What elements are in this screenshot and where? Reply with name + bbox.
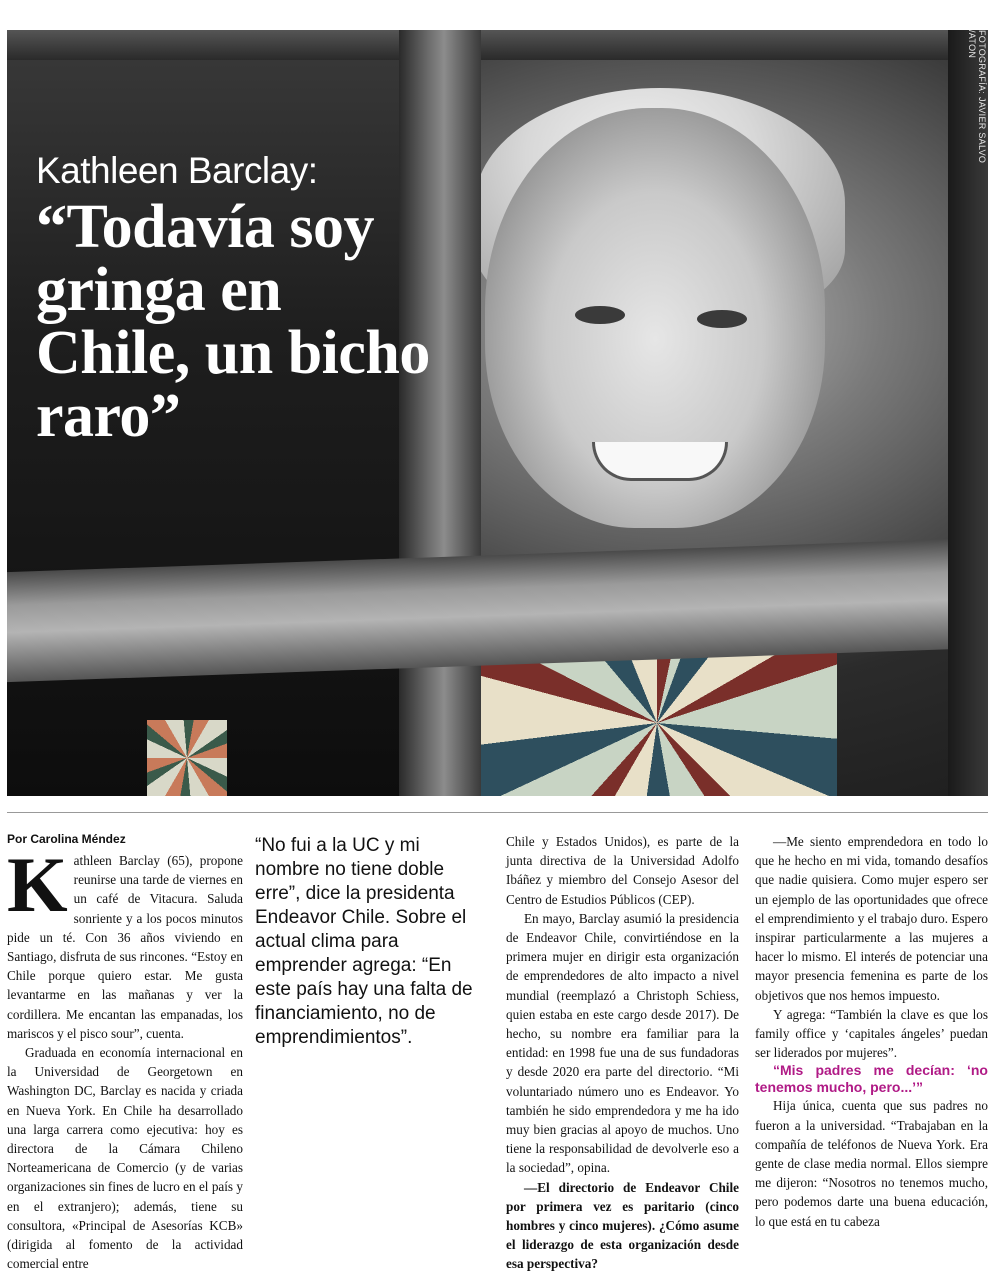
divider — [7, 812, 988, 813]
interview-question: —El directorio de Endeavor Chile por primera vez es paritario (cinco hombres y cinco mujeres). ¿Cómo asume el liderazgo de esta organización desde esa perspectiva? — [506, 1179, 739, 1272]
headline: “Todavía soy gringa en Chile, un bicho raro” — [36, 193, 430, 450]
column-3 — [506, 832, 739, 1274]
portrait-eye-left — [575, 306, 625, 324]
window-frame-top — [7, 30, 988, 60]
portrait-blouse-left — [147, 720, 227, 796]
portrait-smile — [592, 442, 728, 481]
paragraph: Y agrega: “También la clave es que los family office y ‘capitales ángeles’ puedan ser liderados por mujeres”. — [755, 1006, 988, 1061]
dropcap: K — [7, 841, 68, 928]
paragraph — [7, 841, 243, 1043]
portrait-blouse — [477, 650, 837, 796]
paragraph: —Me siento emprendedora en todo lo que he hecho en mi vida, tomando desafíos que nadie quisiera. Como mujer espero ser un ejemplo de las oportunidades que ofrece el emprendimiento y el trabajo duro. Espero inspirar particularmente a las mujeres a hacer lo mismo. El interés de potenciar una mayor presencia femenina es parte de los objetivos que nos hemos impuesto. — [755, 834, 988, 1003]
column-1 — [7, 841, 243, 1273]
headline-kicker: Kathleen Barclay: — [36, 150, 318, 191]
section-subhead: “Mis padres me decían: ‘no tenemos mucho, pero...’” — [755, 1062, 988, 1096]
paragraph: Hija única, cuenta que sus padres no fueron a la universidad. “Trabajaban en la compañía de teléfonos de Nueva York. Era gente de clase media normal. Ellos siempre me dijeron: “Nosotros no tenemos mucho, pero podemos darte una buena educación, lo que está en tu cabeza — [755, 1098, 988, 1229]
paragraph-text: athleen Barclay (65), propone reunirse una tarde de viernes en un café de Vitacura. Saluda sonriente y a los pocos minutos pide un té. Con 36 años viviendo en Santiago, disfruta de sus rincones. “Estoy en Chile porque quiero estar. Me gusta levantarme en las mañanas y ver la cordillera. Me encantan las empanadas, los mariscos y el pisco sour”, cuenta. — [7, 853, 243, 1041]
column-4 — [755, 832, 988, 1231]
paragraph: Graduada en economía internacional en la Universidad de Georgetown en Washington DC, Barclay es nacida y criada en Nueva York. En Chile ha desarrollado una larga carrera como ejecutiva: hoy es directora de la Cámara Chileno Norteamericana de Comercio (y de varias organizaciones sin fines de lucro en el país y en el extranjero); además, tiene su consultora, «Principal de Asesorías KCB» (dirigida al fomento de la actividad comercial entre — [7, 1045, 243, 1272]
byline: Por Carolina Méndez — [7, 832, 126, 846]
paragraph: Chile y Estados Unidos), es parte de la junta directiva de la Universidad Adolfo Ibáñez y miembro del Consejo Asesor del Centro de Estudios Públicos (CEP). — [506, 834, 739, 907]
portrait-eye-right — [697, 310, 747, 328]
photo-credit: FOTOGRAFÍA: JAVIER SALVO /ATON — [967, 30, 987, 164]
paragraph: En mayo, Barclay asumió la presidencia de Endeavor Chile, convirtiéndose en la primera mujer en dirigir esta organización de emprendedores de alto impacto a nivel mundial (reemplazó a Christoph Schiess, quien estaba en este cargo desde 2017). De hecho, su nombre era familiar para la entidad: en 1998 fue una de sus fundadoras y desde 2020 era parte del directorio. “Mi voluntariado número uno es Endeavor. Yo también he sido emprendedora y me ha ido muy bien gracias al apoyo de muchos. Uno tiene la responsabilidad de devolverle eso a la sociedad”, opina. — [506, 910, 739, 1176]
pull-quote: “No fui a la UC y mi nombre no tiene doble erre”, dice la presidenta Endeavor Chile. Sobre el actual clima para emprender agrega: “En este país hay una falta de financiamiento, no de emprendimientos”. — [255, 835, 473, 1048]
